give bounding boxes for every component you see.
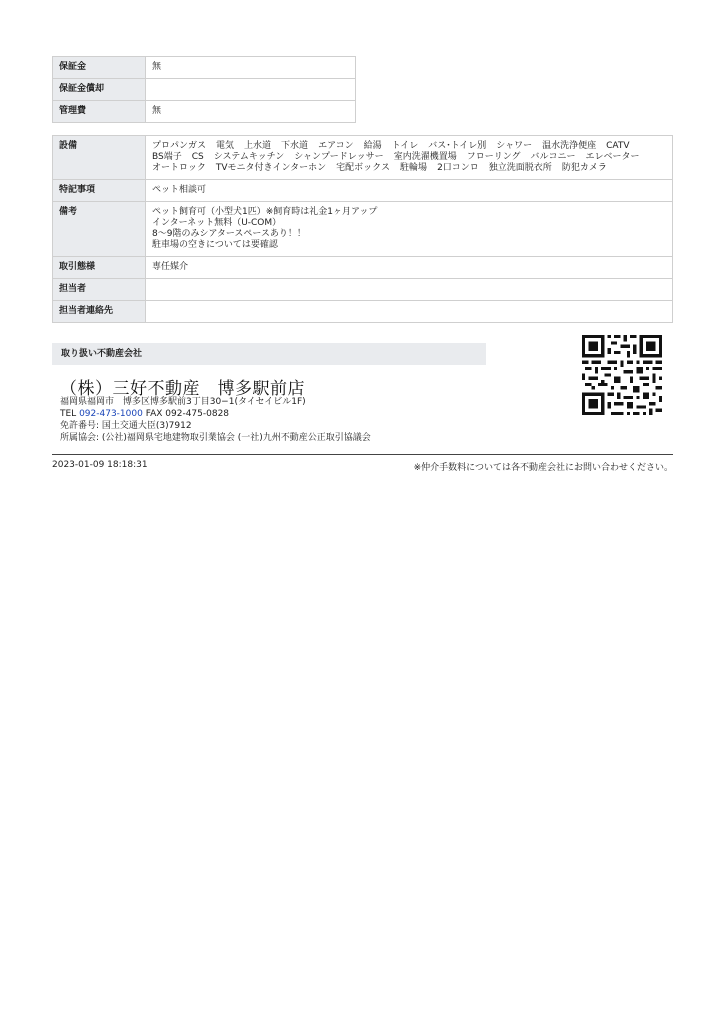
equipment-item: シャワー (496, 141, 533, 151)
tel-link[interactable]: 092-473-1000 (79, 409, 143, 419)
staff-contact-value (146, 301, 673, 323)
table-row (53, 202, 673, 257)
equipment-line (152, 152, 666, 163)
equipment-item: 宅配ボックス (336, 163, 391, 173)
equipment-item: 給湯 (363, 141, 382, 151)
company-address: 福岡県福岡市 博多区博多駅前3丁目30−1(タイセイビル1F) (60, 397, 306, 407)
fax-number: 092-475-0828 (165, 409, 230, 419)
license-number: 免許番号: 国土交通大臣(3)7912 (60, 421, 192, 431)
deposit-table (52, 56, 356, 123)
details-table (52, 135, 673, 323)
special-notes-label: 特記事項 (53, 180, 146, 202)
equipment-item: 独立洗面脱衣所 (488, 163, 552, 173)
table-row (53, 257, 673, 279)
table-row (53, 136, 673, 180)
row-value: 無 (146, 101, 356, 123)
equipment-item: エレベーター (585, 152, 640, 162)
company-name: （株）三好不動産 博多駅前店 (60, 379, 305, 399)
remarks-label: 備考 (53, 202, 146, 257)
footer-note: ※仲介手数料については各不動産会社にお問い合わせください。 (413, 463, 673, 473)
association: 所属協会: (公社)福岡県宅地建物取引業協会 (一社)九州不動産公正取引協議会 (60, 433, 371, 443)
equipment-item: TVモニタ付きインターホン (215, 163, 327, 173)
row-label: 保証金 (53, 57, 146, 79)
equipment-item: 温水洗浄便座 (542, 141, 597, 151)
table-row (53, 101, 356, 123)
remarks-line: ペット飼育可（小型犬1匹）※飼育時は礼金1ヶ月アップ (152, 207, 378, 217)
equipment-item: プロパンガス (152, 141, 207, 151)
transaction-type-label: 取引態様 (53, 257, 146, 279)
equipment-item: バルコニー (530, 152, 576, 162)
row-label: 保証金償却 (53, 79, 146, 101)
tel-label: TEL (60, 409, 77, 419)
equipment-item: 室内洗濯機置場 (393, 152, 457, 162)
equipment-item: エアコン (318, 141, 354, 151)
equipment-item: 2口コンロ (437, 163, 479, 173)
equipment-value (146, 136, 673, 180)
equipment-item: シャンプードレッサー (294, 152, 384, 162)
equipment-item: トイレ (391, 141, 419, 151)
table-row (53, 301, 673, 323)
equipment-item: 上水道 (244, 141, 272, 151)
equipment-item: システムキッチン (213, 152, 285, 162)
row-label: 管理費 (53, 101, 146, 123)
equipment-item: 電気 (216, 141, 235, 151)
staff-label: 担当者 (53, 279, 146, 301)
transaction-type-value: 専任媒介 (146, 257, 673, 279)
equipment-item: 防犯カメラ (561, 163, 607, 173)
company-section-title: 取り扱い不動産会社 (52, 343, 486, 365)
qr-code-icon (582, 335, 662, 415)
equipment-label: 設備 (53, 136, 146, 180)
fax-label: FAX (145, 409, 163, 419)
footer-divider (52, 454, 673, 455)
equipment-line (152, 141, 666, 152)
row-value: 無 (146, 57, 356, 79)
equipment-item: 下水道 (281, 141, 309, 151)
table-row (53, 79, 356, 101)
remarks-line: 駐車場の空きについては要確認 (152, 240, 278, 250)
remarks-value (146, 202, 673, 257)
special-notes-value: ペット相談可 (146, 180, 673, 202)
equipment-item: CATV (606, 141, 630, 151)
table-row (53, 180, 673, 202)
staff-contact-label: 担当者連絡先 (53, 301, 146, 323)
equipment-item: 駐輪場 (400, 163, 428, 173)
row-value (146, 79, 356, 101)
print-timestamp: 2023-01-09 18:18:31 (52, 460, 148, 470)
equipment-item: BS端子 (152, 152, 182, 162)
equipment-item: バス･トイレ別 (428, 141, 487, 151)
table-row (53, 57, 356, 79)
equipment-item: オートロック (152, 163, 206, 173)
remarks-line: インターネット無料（U-COM） (152, 218, 282, 228)
company-phone-line (60, 409, 229, 420)
staff-value (146, 279, 673, 301)
remarks-line: 8～9階のみシアタースペースあり！！ (152, 229, 306, 239)
equipment-item: フローリング (466, 152, 521, 162)
equipment-item: CS (191, 152, 204, 162)
table-row (53, 279, 673, 301)
equipment-line (152, 163, 666, 174)
